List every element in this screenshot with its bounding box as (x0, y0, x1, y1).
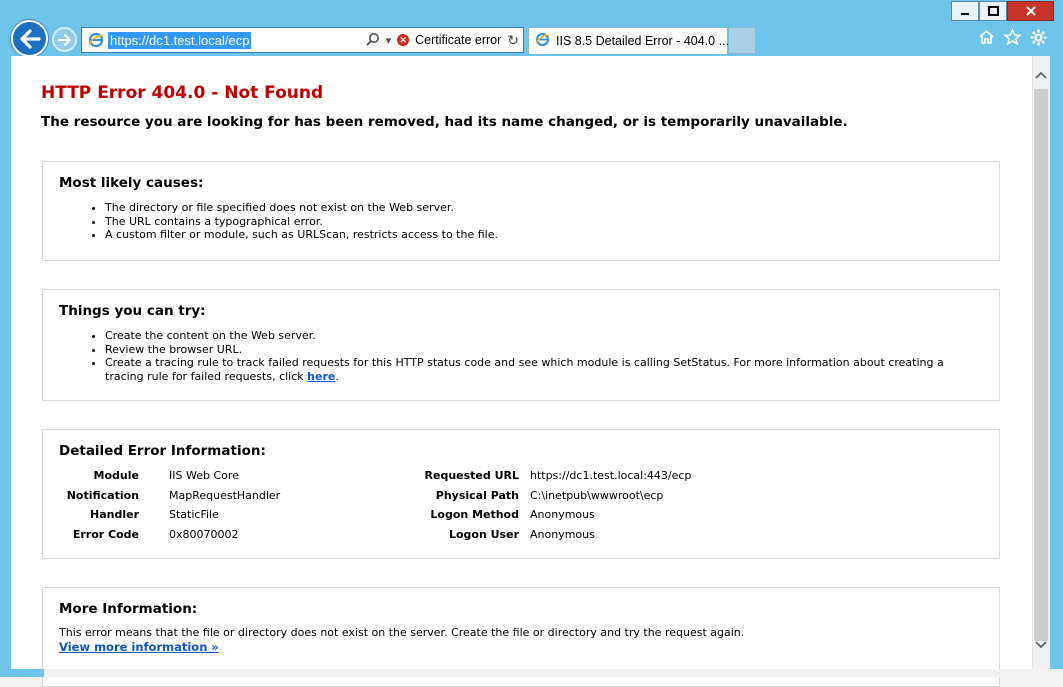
more-link-wrapper (59, 640, 999, 654)
list-item: • A custom filter or module, such as URLScan, restricts access to the file. (105, 228, 999, 242)
physical-path-label: Physical Path (435, 488, 519, 502)
try-list (105, 329, 999, 383)
try-section (42, 289, 1000, 401)
detail-section (42, 429, 1000, 559)
causes-list (105, 201, 999, 242)
list-item: • The URL contains a typographical error. (105, 215, 999, 229)
list-item-tracing (105, 356, 999, 383)
handler-label: Handler (90, 508, 139, 522)
certificate-error-icon[interactable]: ✕ (397, 34, 409, 46)
detail-heading: Detailed Error Information: (59, 443, 266, 459)
list-item: • Create the content on the Web server. (105, 329, 999, 343)
arrow-right-icon (58, 34, 72, 46)
more-heading: More Information: (59, 601, 198, 617)
forward-button[interactable] (52, 27, 77, 52)
table-row (58, 528, 988, 548)
detail-table (58, 469, 988, 548)
url-text[interactable]: https://dc1.test.local/ecp (110, 32, 250, 48)
more-text: This error means that the file or directory does not exist on the server. Create the file or directory and try the request again. (59, 626, 745, 639)
home-icon[interactable] (978, 27, 995, 47)
chevron-down-icon[interactable]: ▾ (385, 34, 392, 47)
close-window-button[interactable] (1007, 1, 1054, 21)
page-subtitle: The resource you are looking for has been removed, had its name changed, or is temporarily unavailable. (41, 114, 848, 130)
table-row (58, 489, 988, 509)
module-label: Module (93, 469, 139, 482)
vertical-scrollbar[interactable] (1032, 56, 1050, 669)
error-code-value: 0x80070002 (169, 528, 239, 542)
search-icon[interactable] (366, 32, 380, 49)
logon-method-label: Logon Method (430, 508, 519, 522)
scroll-thumb[interactable] (1034, 89, 1048, 641)
table-row (58, 469, 988, 489)
list-item: • The directory or file specified does not exist on the Web server. (105, 201, 999, 215)
tracing-text: Create a tracing rule to track failed requests for this HTTP status code and see which module is calling SetStatus. For more information about creating a tracing rule for failed requests, click (105, 356, 944, 383)
new-tab-button[interactable] (729, 27, 756, 54)
page-viewport[interactable] (11, 56, 1050, 669)
error-code-label: Error Code (72, 528, 139, 542)
frame-right-edge (1050, 56, 1063, 669)
logon-user-label: Logon User (448, 528, 519, 542)
background-window-strip (44, 669, 1063, 677)
handler-value: StaticFile (169, 508, 219, 522)
logon-method-value: Anonymous (530, 508, 595, 522)
causes-section (42, 161, 1000, 261)
tab-active[interactable] (528, 27, 728, 54)
scroll-down-icon[interactable] (1032, 636, 1050, 654)
certificate-error-text[interactable]: Certificate error (415, 33, 502, 47)
list-item: • Review the browser URL. (105, 343, 999, 357)
gear-icon[interactable] (1030, 27, 1047, 47)
try-heading: Things you can try: (59, 303, 206, 319)
requested-url-value: https://dc1.test.local:443/ecp (530, 469, 692, 482)
view-more-link[interactable]: View more information » (59, 640, 219, 654)
tracing-end: . (335, 369, 339, 383)
close-icon (1025, 5, 1037, 17)
minimize-button[interactable] (951, 1, 979, 21)
here-link[interactable]: here (307, 369, 336, 383)
command-icons (978, 27, 1047, 47)
maximize-icon (988, 6, 999, 16)
requested-url-label: Requested URL (424, 469, 519, 482)
minimize-icon (960, 6, 970, 16)
star-icon[interactable] (1004, 27, 1021, 47)
address-bar[interactable] (81, 27, 524, 53)
notification-label: Notification (66, 488, 139, 502)
notification-value: MapRequestHandler (169, 488, 281, 502)
causes-heading: Most likely causes: (59, 175, 204, 191)
maximize-button[interactable] (979, 1, 1007, 21)
ie-page-icon (85, 32, 107, 48)
logon-user-value: Anonymous (530, 528, 595, 542)
page-title: HTTP Error 404.0 - Not Found (41, 83, 324, 103)
table-row (58, 508, 988, 528)
back-button[interactable] (11, 20, 48, 57)
window-controls (951, 1, 1054, 23)
physical-path-value: C:\inetpub\wwwroot\ecp (530, 488, 664, 502)
ie-tab-icon (535, 32, 550, 50)
refresh-icon[interactable]: ↻ (507, 31, 519, 48)
module-value: IIS Web Core (169, 469, 239, 482)
tab-label: IIS 8.5 Detailed Error - 404.0 ... (556, 34, 729, 48)
error-page (11, 56, 1032, 669)
arrow-left-icon (19, 29, 41, 49)
scroll-up-icon[interactable] (1032, 66, 1050, 84)
